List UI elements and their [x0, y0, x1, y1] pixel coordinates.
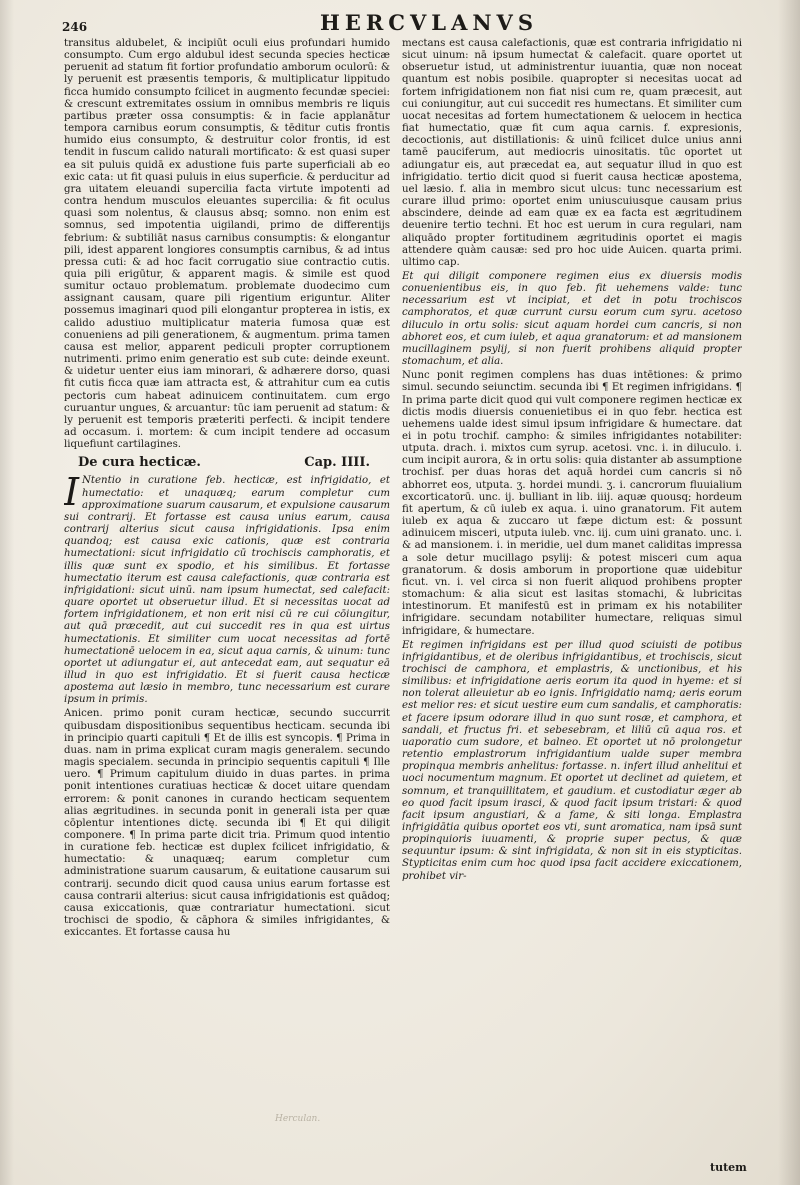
running-head: HERCVLANVS [320, 10, 539, 35]
chapter-heading [64, 457, 390, 469]
left-column [64, 38, 390, 1163]
commentary-paragraph: Anicen. primo ponit curam hecticæ, secundo succurrit quibusdam dispositionibus sequentibus hecticam. secunda ibi in principio quarti capituli ¶ Et de illis est syncopis. ¶ Prima in duas. nam in prima explicat curam magis generalem. secundo magis specialem. secunda in principio sequentis capituli ¶ Ille uero. ¶ Primum capitulum diuido in duas partes. in prima ponit intentiones curatiuas hecticæ & docet uitare quendam errorem: & ponit canones in curando hecticam sequentem alias ægritudines. in secunda ponit in generali ista per quæ cōplentur intentiones dictę. secunda ibi ¶ Et qui diligit componere. ¶ In prima parte dicit tria. Primum quod intentio in curatione feb. hecticæ est duplex fcilicet infrigidatio, & humectatio: & unaquæq; earum completur cum administratione suarum causarum, & euitatione causarum sui contrarij. secundo dicit quod causa unius earum fortasse est causa contrarii alterius: sicut causa infrigidationis est quādoq; causa exiccationis, quæ contrariatur humectationi. sicut trochisci de spodio, & cāphora & similes infrigidantes, & exiccantes. Et fortasse causa hu [64, 708, 390, 939]
right-column [402, 38, 742, 1163]
canon-text-paragraph [64, 470, 390, 706]
catchword: tutem [710, 1161, 747, 1174]
canon-text-paragraph: Et qui diligit componere regimen eius ex diuersis modis conuenientibus eis, in quo feb. fit uehemens valde: tunc necessarium est vt incipiat, et det in potu trochiscos camphoratos, et quæ currunt cursu eorum cum syru. acetoso diluculo in ortu solis: sicut aquam hordei cum cancris, si non abhoret eos, et cum iuleb, et aqua granatorum: et ad mansionem mucillaginem psylij, si non fuerit prohibens aliquid propter stomachum, et alia. [402, 270, 742, 368]
commentary-paragraph: Nunc ponit regimen complens has duas intētiones: & primo simul. secundo seiunctim. secunda ibi ¶ Et regimen infrigidans. ¶ In prima parte dicit quod qui vult componere regimen hecticæ ex dictis modis diuersis conuenietibus ei in quo febr. hectica est uehemens ualde idest simul ipsum infrigidare & humectare. dat ei in potu trochif. campho: & similes infrigidantes notabiliter: utputa. drach. i. mixtos cum syrup. acetosi. vnc. i. in diluculo. i. cum incipit aurora, & in ortu solis: quia distanter ab assumptione trochisf. per duas horas det aquā hordei cum cancris si nō abhorret eos, utputa. ʒ. hordei mundi. ʒ. i. cancrorum fluuialium excorticatorū. unc. ij. bulliant in lib. iiij. aquæ quousq; hordeum fit apertum, & cū iuleb ex aqua. i. uino granatorum. Fit autem iuleb ex aqua & zuccaro ut fæpe dictum est: & possunt adinuicem misceri, utputa iuleb. vnc. iij. cum uini granato. unc. i. & ad mansionem. i. in meridie, uel dum manet caliditas impressa a sole detur mucillago psylij: & potest misceri cum aqua granatorum. & dosis amborum in proportione quæ uidebitur ficut. vn. i. vel circa si non fuerit aliquod prohibens propter stomachum: & alia sicut est lasitas stomachi, & lubricitas intestinorum. Et manifestū est in primam ex his notabiliter infrigidare. secundam notabiliter humectare, reliquas simul infrigidare, & humectare. [402, 370, 742, 637]
commentary-paragraph: mectans est causa calefactionis, quæ est contraria infrigidatio ni sicut uinum: nā ipsum humectat & calefacit. quare oportet ut obseruetur istud, ut administrentur iuuantia, quæ non noceat quantum est nobis posibile. quapropter si necesitas uocat ad fortem infrigidationem non fiat nisi cum re, quam præcesit, aut cui coniungitur, aut cui succedit res humectans. Et similiter cum uocat necesitas ad fortem humectationem & uelocem in hectica fiat humectatio, quæ fit cum aqua carnis. f. expresionis, decoctionis, aut distillationis: & uinū fcilicet dulce unius anni tamē pauciferum, aut mediocris uinositatis. tūc oportet ut adiungatur eis, aut præcedat ea, aut sequatur illud in quo est infrigidatio. tertio dicit quod si fuerit causa hecticæ apostema, uel læsio. f. alia in membro sicut ulcus: tunc necessarium est curare illud primo: oportet enim uniuscuiusque causam prius abscindere, deinde ad eam quæ ex ea facta est ægritudinem deuenire tertio techni. Et hoc est uerum in cura regulari, nam aliquādo propter fortitudinem ægritudinis oportet ei magis attendere quàm causæ: sed pro hoc uide Auicen. quarta primi. ultimo cap. [402, 38, 742, 268]
canon-text: Ntentio in curatione feb. hecticæ, est infrigidatio, et humectatio: et unaquæq; earum completur cum approximatione suarum causarum, et expulsione causarum sui contrarij. Et fortasse est causa unius earum, causa contrarij alterius sicut causa infrigidationis. Ipsa enim quandoq; est causa exic cationis, quæ est contraria humectationi: sicut infrigidatio cū trochiscis camphoratis, et illis quæ sunt ex spodio, et his similibus. Et fortasse humectatio iterum est causa calefactionis, quæ contraria est infrigidationi: sicut uinū. nam ipsum humectat, sed calefacit: quare oportet ut obseruetur illud. Et si necessitas uocat ad fortem infrigidationem, et non erit nisi cū re cui cōiungitur, aut quā præcedit, aut cui succedit res in qua est uirtus humectationis. Et similiter cum uocat necessitas ad fortē humectationē uelocem in ea, sicut aqua carnis, & uinum: tunc oportet ut adiungatur ei, aut antecedat eam, aut sequatur eā illud in quo est infrigidatio. Et si fuerit causa hecticæ apostema aut læsio in membro, tunc necessarium est curare ipsum in primis. [64, 475, 390, 706]
page-header [0, 6, 800, 35]
commentary-paragraph: transitus aldubelet, & incipiūt oculi eius profundari humido consumpto. Cum ergo aldubul idest secunda species hecticæ peruenit ad statum fit fortior profundatio amborum oculorū: & ly peruenit est præsentis temporis, & multiplicatur lippitudo ficca humido consumpto fcilicet in augmento fecundæ speciei: & crescunt extremitates ossium in omnibus membris re liquis partibus præter ossa consumptis: & in facie applanātur tempora carnibus eorum consumptis, & tēditur cutis frontis humido eius consumpto, & destruitur color frontis, id est tendit in fuscum calido naturali mortificato: & est quasi super ea sit puluis quidā ex adustione fuis parte superficiali ab eo exic cata: ut fit quasi puluis in eius superficie. & perducitur ad gra uitatem eleuandi supercilia facta virtute impotenti ad contra hendum musculos eleuantes supercilia: & fit oculus quasi som nolentus, & clausus absq; somno. non enim est somnus, sed impotentia uigilandi, primo de differentijs febrium: & subtiliāt nasus carnibus consumptis: & elongantur pili, idest apparent longiores consumptis carnibus, & ad intus pressa cuti: & ad hoc facit corrugatio siue contractio cutis. quia pili erigūtur, & apparent magis. & simile est quod sumitur octauo problematum. problemate duodecimo cum assignant causam, quare pili rigentium eriguntur. Aliter possemus imaginari quod pili elongantur propterea in istis, ex calido adustiuo multiplicatur materia fumosa quæ est conueniens ad pili generationem, & augmentum. prima tamen causa est melior, apparent pediculi propter corruptionem nutrimenti. primo enim generatio est sub cute: deinde exeunt. & uidetur uenter eius iam minorari, & adhærere dorso, quasi fit cutis ficca quæ iam attracta est, & attrahitur cum ea cutis pectoris cum habeat adinuicem continuitatem. cum ergo curuantur ungues, & arcuantur: tūc iam peruenit ad statum: & ly peruenit est temporis præteriti perfecti. & incipit tendere ad occasum. i. mortem: & cum incipit tendere ad occasum liquefiunt cartilagines. [64, 38, 390, 451]
chapter-title: De cura hecticæ. [78, 455, 201, 471]
page-edge-shadow [778, 0, 800, 1185]
drop-capital: I [64, 470, 80, 515]
page-number: 246 [62, 20, 88, 34]
faint-show-through-text: Herculan. [275, 1114, 321, 1124]
gutter-shadow [0, 0, 14, 1185]
canon-text-paragraph: Et regimen infrigidans est per illud quod sciuisti de potibus infrigidantibus, et de oleribus infrigidantibus, et trochiscis, sicut trochisci de camphora, et emplastris, & unctionibus, et his similibus: et infrigidatione aeris eorum ita quod in hyeme: et si non tolerat alleuietur ab eo ignis. Infrigidatio namq; aeris eorum est melior res: et sicut uestire eum cum sandalis, et camphoratis: et facere ipsum odorare illud in quo sunt rosæ, et camphora, et sandali, et fructus fri. et sebesebram, et liliū cū aqua ros. et uaporatio cum sudore, et balneo. Et oportet ut nō prolongetur retentio emplastrorum infrigidantium ualde super membra propinqua membris anhelitus: fortasse. n. infert illud anhelitui et uoci nocumentum magnum. Et oportet ut declinet ad quietem, et somnum, et tranquillitatem, et gaudium. et custodiatur æger ab eo quod facit ipsum irasci, & quod facit ipsum tristari: & quod facit ipsum angustiari, & a fame, & siti longa. Emplastra infrigidātia quibus oportet eos vti, sunt aromatica, nam ipsā sunt propinquioris iuuamenti, & proprie super pectus, & quæ sequuntur ipsum: & sint infrigidata, & non sit in eis stypticitas. Stypticitas enim cum hoc quod ipsa facit accidere exiccationem, prohibet vir- [402, 639, 742, 882]
chapter-number: Cap. IIII. [304, 455, 370, 471]
